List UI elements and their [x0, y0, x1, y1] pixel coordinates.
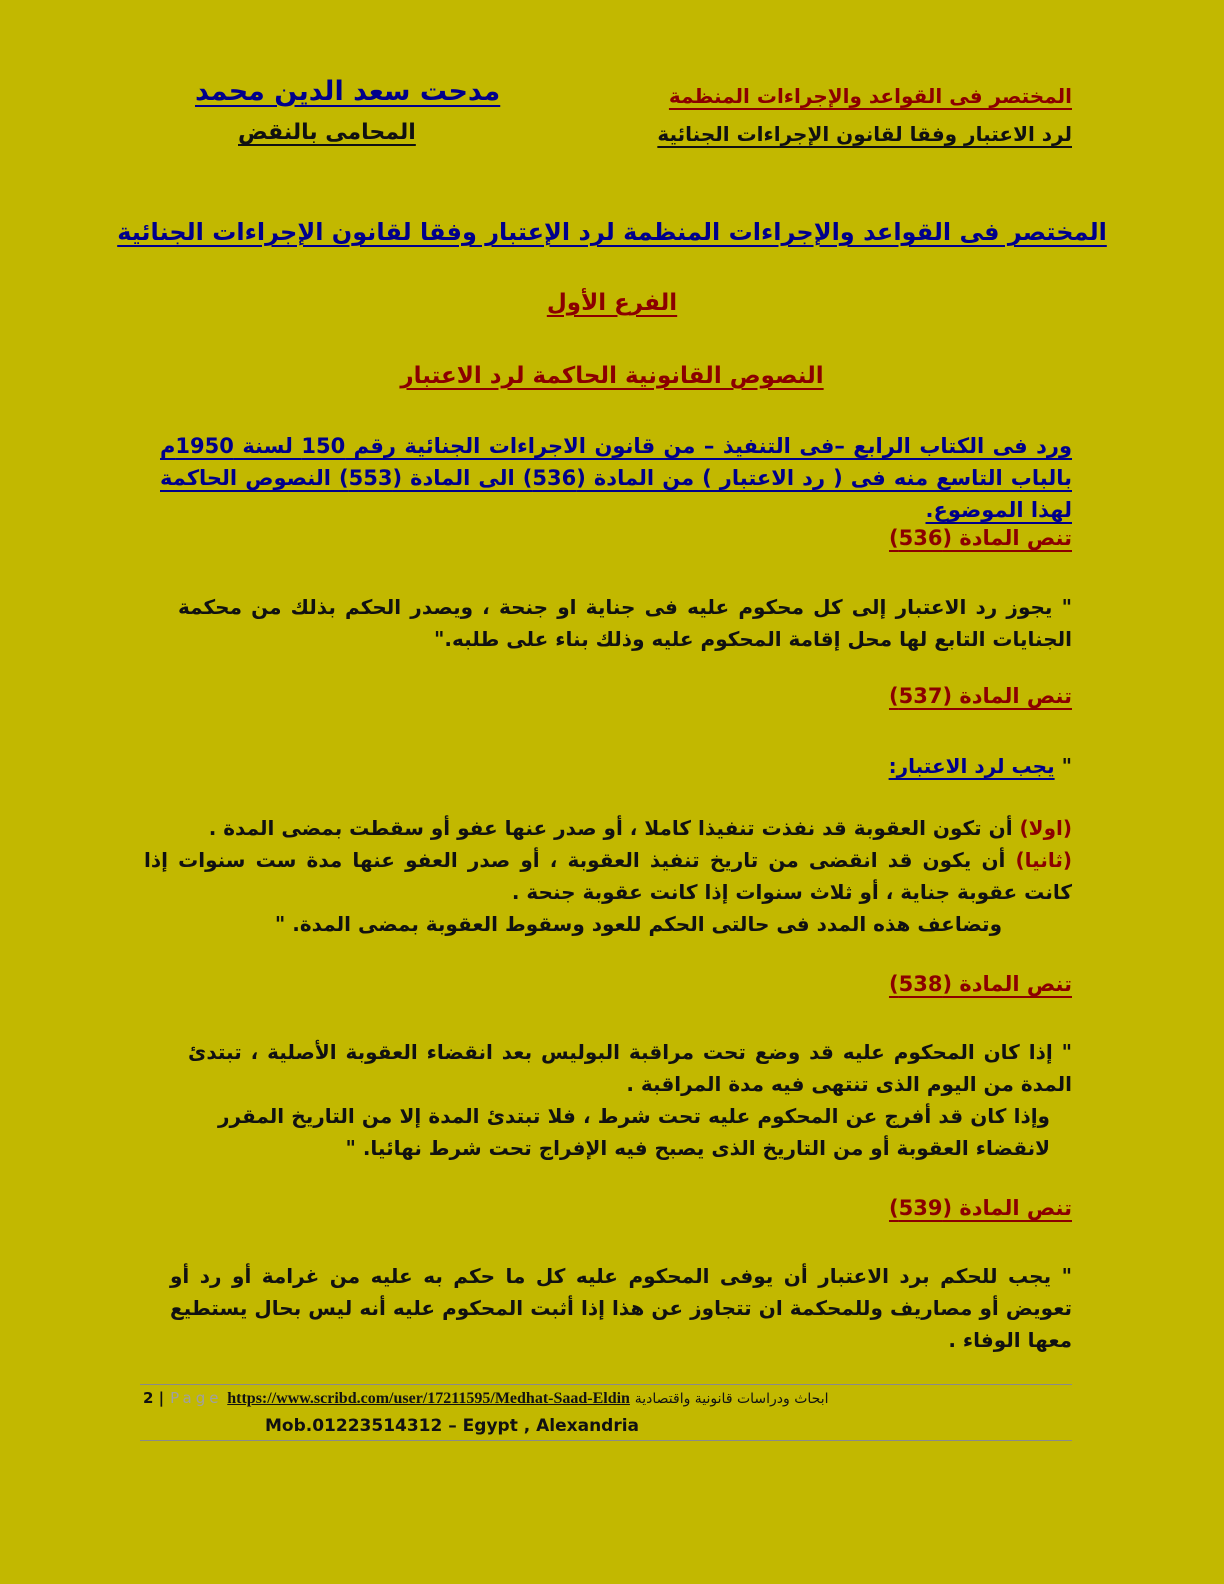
footer-link[interactable]: https://www.scribd.com/user/17211595/Medhat-Saad-Eldin: [227, 1390, 630, 1407]
article-538-heading: تنص المادة (538): [888, 972, 1072, 996]
article-537-lead: [889, 750, 1072, 782]
article-537-item-1: [209, 812, 1072, 844]
branch-title: الفرع الأول: [546, 290, 678, 316]
article-536-text: " يجوز رد الاعتبار إلى كل محكوم عليه فى جناية او جنحة ، ويصدر الحكم بذلك من محكمة الجنايات التابع لها محل إقامة المحكوم عليه وذلك بناء على طلبه.": [178, 595, 1072, 651]
author-name: مدحت سعد الدين محمد: [195, 76, 501, 107]
article-538-paragraph-1: " إذا كان المحكوم عليه قد وضع تحت مراقبة البوليس بعد انقضاء العقوبة الأصلية ، تبتدئ المدة من اليوم الذى تنتهى فيه مدة المراقبة .: [188, 1040, 1072, 1096]
article-537-lead-quote: ": [1061, 754, 1072, 778]
article-537-item-2-text: أن يكون قد انقضى من تاريخ تنفيذ العقوبة ، أو صدر العفو عنها مدة ست سنوات إذا كانت عقوبة جناية ، أو ثلاث سنوات إذا كانت عقوبة جنحة .: [144, 848, 1072, 904]
doc-header-title-line2: لرد الاعتبار وفقا لقانون الإجراءات الجنائية: [657, 122, 1072, 146]
article-537-item-1-label: (اولا): [1019, 816, 1072, 840]
article-537-heading: تنص المادة (537): [888, 684, 1072, 708]
subject-title: النصوص القانونية الحاكمة لرد الاعتبار: [400, 363, 824, 389]
article-539-text: " يجب للحكم برد الاعتبار أن يوفى المحكوم عليه كل ما حكم به عليه من غرامة أو رد أو تعويض أو مصاريف وللمحكمة ان تتجاوز عن هذا إذا أثبت المحكوم عليه أنه ليس بحال يستطيع معها الوفاء .: [170, 1264, 1072, 1352]
article-537-item-1-text: أن تكون العقوبة قد نفذت تنفيذا كاملا ، أو صدر عنها عفو أو سقطت بمضى المدة .: [208, 816, 1020, 840]
page-number: 2 |: [143, 1389, 165, 1407]
article-537-closing: وتضاعف هذه المدد فى حالتى الحكم للعود وسقوط العقوبة بمضى المدة. ": [274, 912, 1002, 936]
article-537-lead-text: يجب لرد الاعتبار:: [888, 754, 1055, 778]
page-label: Page: [170, 1389, 223, 1407]
doc-header-title-line1: المختصر فى القواعد والإجراءات المنظمة: [668, 84, 1072, 108]
author-role: المحامى بالنقض: [238, 120, 416, 145]
article-538-paragraph-2: وإذا كان قد أفرج عن المحكوم عليه تحت شرط ، فلا تبتدئ المدة إلا من التاريخ المقرر لانقضاء العقوبة أو من التاريخ الذى يصبح فيه الإفراج تحت شرط نهائيا. ": [218, 1104, 1050, 1160]
article-536-heading: تنص المادة (536): [888, 526, 1072, 550]
footer-row: [143, 1389, 829, 1408]
footer-divider-bottom: [140, 1440, 1072, 1441]
intro-paragraph: ورد فى الكتاب الرابع –فى التنفيذ – من قانون الاجراءات الجنائية رقم 150 لسنة 1950م بالباب التاسع منه فى ( رد الاعتبار ) من المادة (536) الى المادة (553) النصوص الحاكمة لهذا الموضوع.: [160, 434, 1073, 522]
footer-arabic-note: ابحاث ودراسات قانونية واقتصادية: [634, 1391, 829, 1407]
article-539-heading: تنص المادة (539): [888, 1196, 1072, 1220]
article-537-item-2-label: (ثانيا): [1015, 848, 1072, 872]
footer-mobile: Mob.01223514312 – Egypt , Alexandria: [265, 1416, 640, 1436]
article-537-item-2: [144, 844, 1072, 908]
footer-divider-top: [140, 1384, 1072, 1385]
main-title: المختصر فى القواعد والإجراءات المنظمة لرد الإعتبار وفقا لقانون الإجراءات الجنائية: [117, 218, 1107, 246]
